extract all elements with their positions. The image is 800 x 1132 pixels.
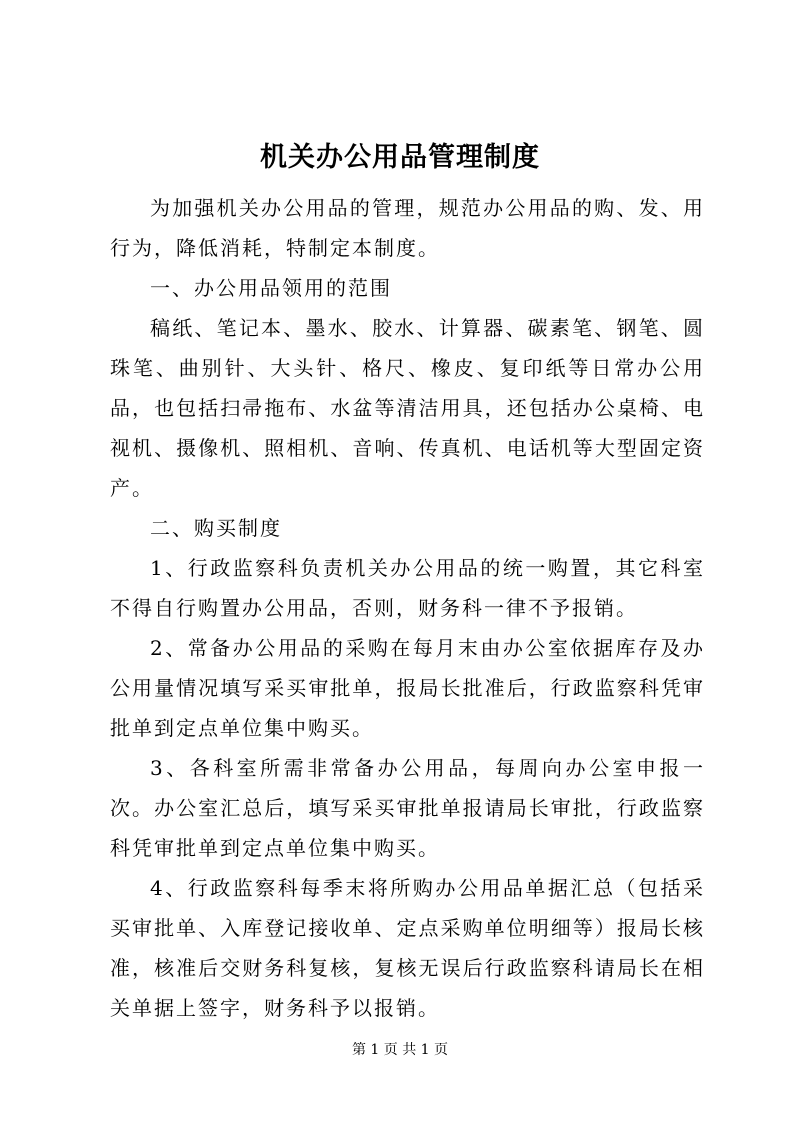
document-title: 机关办公用品管理制度 bbox=[260, 142, 540, 173]
page-footer: 第 1 页 共 1 页 bbox=[351, 1042, 449, 1058]
paragraph-rule-4: 4、行政监察科每季末将所购办公用品单据汇总（包括采买审批单、入库登记接收单、定点采购单位明细等）报局长核准，核准后交财务科复核，复核无误后行政监察科请局长在相关单据上签字，财务科予以报销。 bbox=[110, 876, 705, 1020]
section-heading-purchase: 二、购买制度 bbox=[150, 516, 282, 540]
section-heading-scope: 一、办公用品领用的范围 bbox=[150, 276, 392, 300]
paragraph-rule-3: 3、各科室所需非常备办公用品，每周向办公室申报一次。办公室汇总后，填写采买审批单报请局长审批，行政监察科凭审批单到定点单位集中购买。 bbox=[110, 756, 705, 860]
document-body bbox=[110, 188, 705, 1028]
paragraph-rule-1: 1、行政监察科负责机关办公用品的统一购置，其它科室不得自行购置办公用品，否则，财务科一律不予报销。 bbox=[110, 556, 705, 620]
paragraph-rule-2: 2、常备办公用品的采购在每月末由办公室依据库存及办公用量情况填写采买审批单，报局长批准后，行政监察科凭审批单到定点单位集中购买。 bbox=[110, 636, 705, 740]
paragraph-scope: 稿纸、笔记本、墨水、胶水、计算器、碳素笔、钢笔、圆珠笔、曲别针、大头针、格尺、橡皮、复印纸等日常办公用品，也包括扫帚拖布、水盆等清洁用具，还包括办公桌椅、电视机、摄像机、照相机、音响、传真机、电话机等大型固定资产。 bbox=[110, 316, 705, 500]
paragraph-intro: 为加强机关办公用品的管理，规范办公用品的购、发、用行为，降低消耗，特制定本制度。 bbox=[110, 196, 705, 260]
